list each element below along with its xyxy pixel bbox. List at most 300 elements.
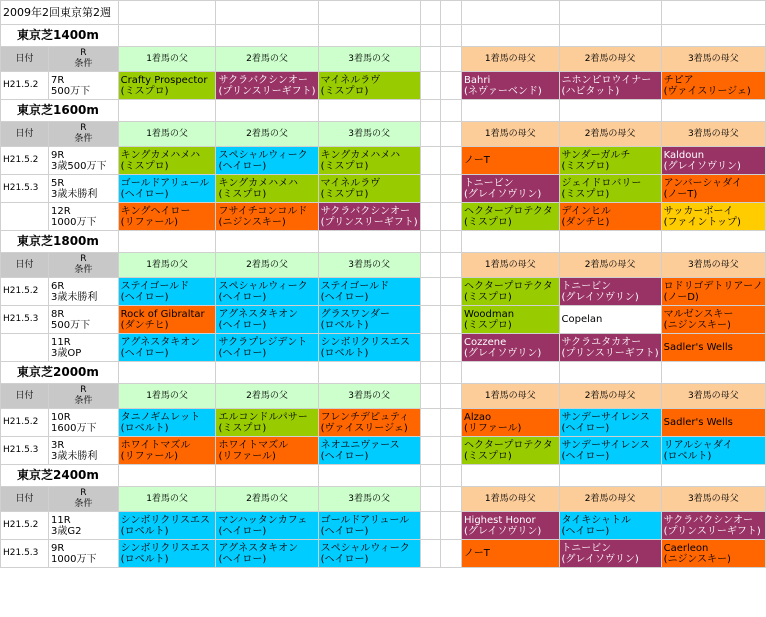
sire-cell[interactable]	[318, 203, 420, 231]
dam-sire-name: マルゼンスキー	[663, 308, 734, 320]
empty-cell[interactable]	[216, 1, 318, 25]
condition-header-label: 条件	[74, 499, 93, 509]
sire-cell[interactable]	[118, 175, 216, 203]
empty-cell[interactable]	[420, 253, 441, 278]
dam-sire-cell[interactable]	[559, 334, 661, 362]
sire-name: マイネルラヴ	[320, 177, 381, 189]
dam-sire-name: ヘクタープロテクタ	[464, 439, 553, 451]
empty-cell[interactable]	[420, 203, 441, 231]
empty-cell[interactable]	[420, 334, 441, 362]
empty-cell[interactable]	[441, 334, 462, 362]
sire-lineage: (ヘイロー)	[218, 525, 267, 537]
sire-cell[interactable]	[318, 334, 420, 362]
sire-header[interactable]: 3着馬の父	[318, 384, 420, 409]
race-condition[interactable]	[49, 278, 119, 306]
dam-sire-header[interactable]: 2着馬の母父	[559, 384, 661, 409]
dam-sire-name: リアルシャダイ	[663, 439, 733, 451]
empty-cell[interactable]	[118, 231, 216, 253]
sire-header[interactable]: 1着馬の父	[118, 47, 216, 72]
sire-header[interactable]: 3着馬の父	[318, 253, 420, 278]
dam-sire-cell[interactable]	[462, 512, 560, 540]
sire-cell[interactable]	[118, 540, 216, 568]
dam-sire-cell[interactable]	[559, 540, 661, 568]
sire-header[interactable]: 1着馬の父	[118, 384, 216, 409]
dam-sire-cell[interactable]	[559, 306, 661, 334]
dam-sire-header[interactable]: 1着馬の母父	[462, 47, 560, 72]
section-title[interactable]: 東京芝2000m	[1, 362, 119, 384]
race-condition[interactable]	[49, 334, 119, 362]
dam-sire-cell[interactable]	[462, 334, 560, 362]
section-title[interactable]: 東京芝2400m	[1, 465, 119, 487]
sire-header[interactable]: 2着馬の父	[216, 122, 318, 147]
sire-lineage: (ヘイロー)	[218, 553, 267, 565]
empty-cell[interactable]	[420, 512, 441, 540]
section-title[interactable]: 東京芝1800m	[1, 231, 119, 253]
empty-cell[interactable]	[420, 122, 441, 147]
dam-sire-name: Alzao	[464, 411, 492, 423]
race-header-label: R	[80, 254, 87, 264]
date-header[interactable]: 日付	[1, 47, 49, 72]
empty-cell[interactable]	[420, 147, 441, 175]
empty-cell[interactable]	[441, 25, 462, 47]
sire-header[interactable]: 3着馬の父	[318, 487, 420, 512]
sire-name: スペシャルウィーク	[218, 280, 308, 292]
dam-sire-lineage: (グレイソヴリン)	[464, 525, 542, 537]
sire-header[interactable]: 3着馬の父	[318, 47, 420, 72]
empty-cell[interactable]	[420, 384, 441, 409]
sire-name: ネオユニヴァース	[320, 439, 400, 451]
sire-name: ゴールドアリュール	[120, 177, 210, 189]
empty-cell[interactable]	[420, 409, 441, 437]
date-header[interactable]: 日付	[1, 384, 49, 409]
sire-lineage: (ヘイロー)	[120, 347, 169, 359]
empty-cell[interactable]	[661, 100, 765, 122]
race-condition[interactable]	[49, 203, 119, 231]
sire-lineage: (リファール)	[120, 450, 179, 462]
race-condition-header[interactable]	[49, 384, 119, 409]
dam-sire-lineage: (ニジンスキー)	[663, 319, 731, 331]
dam-sire-name: Bahri	[464, 74, 491, 86]
sire-cell[interactable]	[216, 72, 318, 100]
dam-sire-cell[interactable]	[559, 512, 661, 540]
race-condition[interactable]	[49, 409, 119, 437]
dam-sire-cell[interactable]	[462, 409, 560, 437]
sire-lineage: (ヘイロー)	[120, 291, 169, 303]
empty-cell[interactable]	[441, 175, 462, 203]
race-condition[interactable]	[49, 306, 119, 334]
sire-cell[interactable]	[118, 72, 216, 100]
race-condition[interactable]	[49, 175, 119, 203]
dam-sire-lineage: (グレイソヴリン)	[663, 160, 741, 172]
empty-cell[interactable]	[462, 231, 560, 253]
dam-sire-name: トニービン	[464, 177, 514, 189]
empty-cell[interactable]	[216, 362, 318, 384]
sire-header[interactable]: 3着馬の父	[318, 122, 420, 147]
dam-sire-cell[interactable]	[661, 203, 765, 231]
empty-cell[interactable]	[318, 1, 420, 25]
sire-header[interactable]: 2着馬の父	[216, 47, 318, 72]
dam-sire-header[interactable]: 1着馬の母父	[462, 487, 560, 512]
empty-cell[interactable]	[462, 100, 560, 122]
dam-sire-cell[interactable]	[559, 175, 661, 203]
sire-name: Crafty Prospector	[120, 74, 208, 86]
dam-sire-cell[interactable]	[559, 147, 661, 175]
race-number: 3R	[51, 439, 65, 451]
empty-cell[interactable]	[420, 437, 441, 465]
sire-cell[interactable]	[318, 306, 420, 334]
dam-sire-header[interactable]: 3着馬の母父	[661, 47, 765, 72]
dam-sire-cell[interactable]	[462, 175, 560, 203]
dam-sire-lineage: (ミスプロ)	[464, 319, 512, 331]
race-condition-header[interactable]	[49, 487, 119, 512]
race-date[interactable]: H21.5.2	[1, 409, 49, 437]
race-condition[interactable]	[49, 147, 119, 175]
dam-sire-lineage: (グレイソヴリン)	[464, 188, 542, 200]
sire-cell[interactable]	[216, 175, 318, 203]
race-condition[interactable]	[49, 512, 119, 540]
dam-sire-name: サッカーボーイ	[663, 205, 734, 217]
condition-header-label: 条件	[74, 396, 93, 406]
sire-cell[interactable]	[216, 540, 318, 568]
sire-name: サクラプレジデント	[218, 336, 308, 348]
dam-sire-header[interactable]: 3着馬の母父	[661, 384, 765, 409]
empty-cell[interactable]	[441, 437, 462, 465]
sire-cell[interactable]	[216, 306, 318, 334]
dam-sire-lineage: (ノーD)	[663, 291, 699, 303]
dam-sire-name: Copelan	[561, 314, 603, 325]
dam-sire-name: Sadler's Wells	[663, 342, 733, 353]
race-date[interactable]: H21.5.3	[1, 175, 49, 203]
date-header[interactable]: 日付	[1, 122, 49, 147]
empty-cell[interactable]	[661, 465, 765, 487]
sire-name: タニノギムレット	[120, 411, 201, 423]
dam-sire-lineage: (ヘイロー)	[561, 422, 610, 434]
empty-cell[interactable]	[462, 465, 560, 487]
dam-sire-cell[interactable]	[462, 147, 560, 175]
sire-lineage: (ヘイロー)	[218, 319, 267, 331]
dam-sire-cell[interactable]	[661, 306, 765, 334]
dam-sire-cell[interactable]	[559, 278, 661, 306]
sire-name: ステイゴールド	[120, 280, 190, 292]
race-header-label: R	[80, 48, 87, 58]
race-condition[interactable]	[49, 72, 119, 100]
empty-cell[interactable]	[118, 1, 216, 25]
empty-cell[interactable]	[661, 362, 765, 384]
empty-cell[interactable]	[318, 465, 420, 487]
dam-sire-cell[interactable]	[661, 437, 765, 465]
dam-sire-header[interactable]: 1着馬の母父	[462, 253, 560, 278]
race-number: 10R	[51, 411, 71, 423]
date-header[interactable]: 日付	[1, 487, 49, 512]
dam-sire-header[interactable]: 2着馬の母父	[559, 47, 661, 72]
sire-lineage: (ロベルト)	[320, 319, 369, 331]
empty-cell[interactable]	[462, 1, 560, 25]
empty-cell[interactable]	[420, 362, 441, 384]
empty-cell[interactable]	[441, 487, 462, 512]
sire-cell[interactable]	[216, 409, 318, 437]
empty-cell[interactable]	[118, 25, 216, 47]
empty-cell[interactable]	[559, 231, 661, 253]
dam-sire-header[interactable]: 2着馬の母父	[559, 253, 661, 278]
sire-lineage: (ヘイロー)	[218, 347, 267, 359]
empty-cell[interactable]	[661, 231, 765, 253]
sire-cell[interactable]	[318, 175, 420, 203]
sire-name: アグネスタキオン	[218, 542, 299, 554]
dam-sire-header[interactable]: 3着馬の母父	[661, 487, 765, 512]
race-date[interactable]: H21.5.2	[1, 278, 49, 306]
sire-name: キングカメハメハ	[218, 177, 298, 189]
dam-sire-cell[interactable]	[661, 334, 765, 362]
race-date[interactable]: H21.5.2	[1, 147, 49, 175]
race-condition-label: 1600万下	[51, 422, 97, 434]
section-title[interactable]: 東京芝1400m	[1, 25, 119, 47]
empty-cell[interactable]	[420, 100, 441, 122]
sire-header[interactable]: 1着馬の父	[118, 253, 216, 278]
empty-cell[interactable]	[118, 100, 216, 122]
sire-cell[interactable]	[216, 437, 318, 465]
sire-cell[interactable]	[318, 540, 420, 568]
empty-cell[interactable]	[420, 25, 441, 47]
sire-lineage: (ミスプロ)	[320, 160, 369, 172]
empty-cell[interactable]	[216, 25, 318, 47]
empty-cell[interactable]	[318, 100, 420, 122]
dam-sire-lineage: (グレイソヴリン)	[561, 291, 639, 303]
date-header[interactable]: 日付	[1, 253, 49, 278]
empty-cell[interactable]	[441, 540, 462, 568]
dam-sire-header[interactable]: 3着馬の母父	[661, 122, 765, 147]
dam-sire-name: Woodman	[464, 308, 515, 320]
sire-cell[interactable]	[318, 72, 420, 100]
sire-lineage: (ヘイロー)	[320, 450, 369, 462]
empty-cell[interactable]	[661, 1, 765, 25]
sire-cell[interactable]	[118, 278, 216, 306]
sire-cell[interactable]	[216, 203, 318, 231]
empty-cell[interactable]	[420, 1, 441, 25]
empty-cell[interactable]	[441, 278, 462, 306]
empty-cell[interactable]	[559, 25, 661, 47]
race-number: 6R	[51, 280, 65, 292]
empty-cell[interactable]	[216, 465, 318, 487]
dam-sire-name: ロドリゴデトリアーノ	[663, 280, 763, 292]
sire-cell[interactable]	[118, 147, 216, 175]
dam-sire-lineage: (リファール)	[464, 422, 522, 434]
empty-cell[interactable]	[216, 231, 318, 253]
race-date[interactable]: H21.5.3	[1, 437, 49, 465]
empty-cell[interactable]	[441, 47, 462, 72]
sire-cell[interactable]	[118, 409, 216, 437]
dam-sire-name: Sadler's Wells	[663, 417, 733, 428]
empty-cell[interactable]	[420, 175, 441, 203]
empty-cell[interactable]	[462, 362, 560, 384]
sire-name: シンボリクリスエス	[320, 336, 410, 348]
empty-cell[interactable]	[441, 465, 462, 487]
dam-sire-cell[interactable]	[661, 72, 765, 100]
dam-sire-lineage: (ダンチヒ)	[561, 216, 610, 228]
empty-cell[interactable]	[318, 231, 420, 253]
race-condition-label: 1000万下	[51, 553, 97, 565]
dam-sire-header[interactable]: 1着馬の母父	[462, 122, 560, 147]
sire-cell[interactable]	[318, 409, 420, 437]
sire-lineage: (ヘイロー)	[218, 160, 267, 172]
sire-cell[interactable]	[318, 512, 420, 540]
race-condition[interactable]	[49, 437, 119, 465]
race-date[interactable]	[1, 334, 49, 362]
dam-sire-cell[interactable]	[661, 512, 765, 540]
sire-header[interactable]: 2着馬の父	[216, 384, 318, 409]
dam-sire-cell[interactable]	[661, 409, 765, 437]
sire-cell[interactable]	[118, 512, 216, 540]
empty-cell[interactable]	[118, 465, 216, 487]
race-condition-header[interactable]	[49, 47, 119, 72]
dam-sire-header[interactable]: 3着馬の母父	[661, 253, 765, 278]
sire-lineage: (ミスプロ)	[120, 160, 169, 172]
sire-lineage: (ロベルト)	[320, 347, 369, 359]
dam-sire-cell[interactable]	[661, 278, 765, 306]
empty-cell[interactable]	[441, 203, 462, 231]
dam-sire-cell[interactable]	[462, 540, 560, 568]
race-date[interactable]: H21.5.2	[1, 512, 49, 540]
empty-cell[interactable]	[441, 100, 462, 122]
sire-cell[interactable]	[216, 147, 318, 175]
sire-name: Rock of Gibraltar	[120, 308, 205, 320]
empty-cell[interactable]	[441, 306, 462, 334]
race-condition-label: 1000万下	[51, 216, 97, 228]
sire-cell[interactable]	[318, 278, 420, 306]
empty-cell[interactable]	[441, 253, 462, 278]
empty-cell[interactable]	[559, 465, 661, 487]
sire-header[interactable]: 1着馬の父	[118, 122, 216, 147]
empty-cell[interactable]	[420, 465, 441, 487]
race-date[interactable]	[1, 203, 49, 231]
sire-cell[interactable]	[216, 334, 318, 362]
dam-sire-cell[interactable]	[661, 175, 765, 203]
dam-sire-lineage: (ヴァイスリージェ)	[663, 85, 751, 97]
race-condition[interactable]	[49, 540, 119, 568]
empty-cell[interactable]	[559, 1, 661, 25]
dam-sire-cell[interactable]	[462, 306, 560, 334]
section-title[interactable]: 東京芝1600m	[1, 100, 119, 122]
race-date[interactable]: H21.5.3	[1, 306, 49, 334]
empty-cell[interactable]	[420, 72, 441, 100]
race-condition-label: 3歳未勝利	[51, 291, 98, 303]
dam-sire-lineage: (ミスプロ)	[561, 188, 610, 200]
race-date[interactable]: H21.5.3	[1, 540, 49, 568]
dam-sire-cell[interactable]	[462, 278, 560, 306]
sire-cell[interactable]	[118, 334, 216, 362]
sire-header[interactable]: 2着馬の父	[216, 487, 318, 512]
empty-cell[interactable]	[462, 25, 560, 47]
race-condition-header[interactable]	[49, 122, 119, 147]
sire-name: シンボリクリスエス	[120, 514, 211, 526]
race-condition-label: 500万下	[51, 319, 91, 331]
dam-sire-lineage: (ミスプロ)	[464, 450, 512, 462]
dam-sire-lineage: (ロベルト)	[663, 450, 712, 462]
dam-sire-name: サンデーサイレンス	[561, 439, 650, 451]
dam-sire-name: アンバーシャダイ	[663, 177, 742, 189]
empty-cell[interactable]	[420, 306, 441, 334]
empty-cell[interactable]	[441, 72, 462, 100]
empty-cell[interactable]	[318, 362, 420, 384]
sire-lineage: (リファール)	[120, 216, 179, 228]
sire-name: サクラバクシンオー	[320, 205, 410, 217]
sire-name: アグネスタキオン	[120, 336, 201, 348]
empty-cell[interactable]	[216, 100, 318, 122]
empty-cell[interactable]	[441, 147, 462, 175]
dam-sire-lineage: (ニジンスキー)	[663, 553, 731, 565]
sire-cell[interactable]	[318, 147, 420, 175]
sire-name: ステイゴールド	[320, 280, 390, 292]
sire-cell[interactable]	[118, 306, 216, 334]
sire-lineage: (ロベルト)	[120, 422, 169, 434]
dam-sire-cell[interactable]	[559, 203, 661, 231]
sire-header[interactable]: 2着馬の父	[216, 253, 318, 278]
empty-cell[interactable]	[420, 278, 441, 306]
empty-cell[interactable]	[441, 512, 462, 540]
dam-sire-cell[interactable]	[462, 72, 560, 100]
race-number: 12R	[51, 205, 71, 217]
race-header-label: R	[80, 488, 87, 498]
sire-header[interactable]: 1着馬の父	[118, 487, 216, 512]
empty-cell[interactable]	[420, 540, 441, 568]
race-number: 5R	[51, 177, 65, 189]
empty-cell[interactable]	[420, 47, 441, 72]
race-condition-label: 500万下	[51, 85, 91, 97]
empty-cell[interactable]	[118, 362, 216, 384]
sire-name: ホワイトマズル	[120, 439, 191, 451]
empty-cell[interactable]	[661, 25, 765, 47]
empty-cell[interactable]	[420, 487, 441, 512]
empty-cell[interactable]	[559, 100, 661, 122]
empty-cell[interactable]	[318, 25, 420, 47]
sire-name: フサイチコンコルド	[218, 205, 308, 217]
dam-sire-header[interactable]: 1着馬の母父	[462, 384, 560, 409]
race-condition-label: 3歳500万下	[51, 160, 107, 172]
race-condition-header[interactable]	[49, 253, 119, 278]
dam-sire-cell[interactable]	[661, 147, 765, 175]
sire-cell[interactable]	[118, 203, 216, 231]
dam-sire-header[interactable]: 2着馬の母父	[559, 487, 661, 512]
dam-sire-cell[interactable]	[462, 437, 560, 465]
dam-sire-name: ニホンピロウイナー	[561, 74, 652, 86]
sire-cell[interactable]	[216, 278, 318, 306]
dam-sire-header[interactable]: 2着馬の母父	[559, 122, 661, 147]
dam-sire-cell[interactable]	[462, 203, 560, 231]
empty-cell[interactable]	[420, 231, 441, 253]
sire-cell[interactable]	[318, 437, 420, 465]
empty-cell[interactable]	[441, 384, 462, 409]
dam-sire-cell[interactable]	[559, 72, 661, 100]
empty-cell[interactable]	[559, 362, 661, 384]
empty-cell[interactable]	[441, 231, 462, 253]
dam-sire-cell[interactable]	[661, 540, 765, 568]
dam-sire-name: ノーT	[464, 548, 490, 559]
sire-lineage: (プリンスリーギフト)	[218, 85, 316, 97]
empty-cell[interactable]	[441, 1, 462, 25]
empty-cell[interactable]	[441, 409, 462, 437]
dam-sire-cell[interactable]	[559, 409, 661, 437]
sire-cell[interactable]	[118, 437, 216, 465]
dam-sire-name: サンダーガルチ	[561, 149, 631, 161]
sheet-title[interactable]: 2009年2回東京第2週	[1, 1, 119, 25]
race-date[interactable]: H21.5.2	[1, 72, 49, 100]
empty-cell[interactable]	[441, 362, 462, 384]
sire-lineage: (ミスプロ)	[320, 188, 369, 200]
empty-cell[interactable]	[441, 122, 462, 147]
race-number: 11R	[51, 336, 71, 348]
dam-sire-cell[interactable]	[559, 437, 661, 465]
race-header-label: R	[80, 123, 87, 133]
sire-cell[interactable]	[216, 512, 318, 540]
